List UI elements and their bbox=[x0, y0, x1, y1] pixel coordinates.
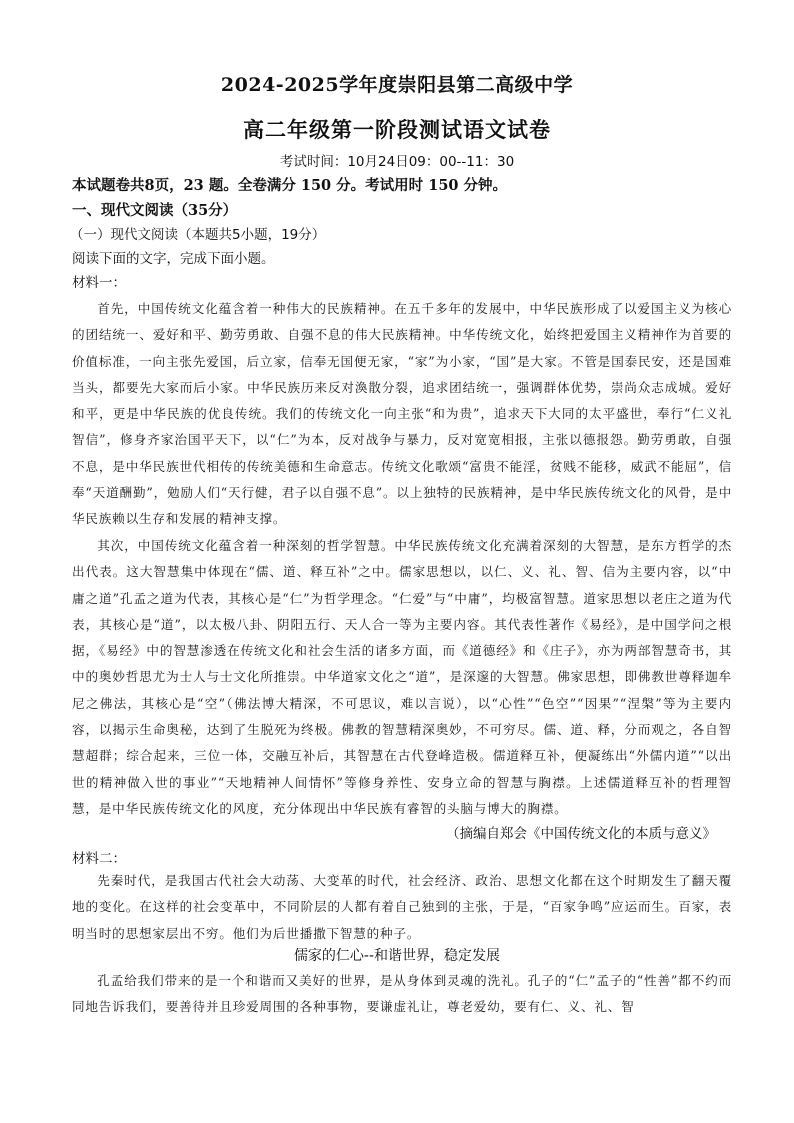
material-one-paragraph-2: 其次，中国传统文化蕴含着一种深刻的哲学智慧。中华民族传统文化充满着深刻的大智慧，是东方哲学的杰出代表。这大智慧集中体现在“儒、道、释互补”之中。儒家思想以，以仁、义、礼、智、信为主要内容，以“中庸之道”孔孟之道为代表，其核心是“仁”为哲学理念。“仁爱”与“中庸”，均极富智慧。道家思想以老庄之道为代表，其核心是“道”，以太极八卦、阴阳五行、天人合一等为主要内容。其代表性著作《易经》，是中国学问之根据，《易经》中的智慧渗透在传统文化和社会生活的诸多方面，而《道德经》和《庄子》，亦为两部智慧奇书，其中的奥妙哲思尤为士人与士文化所推崇。中华道家文化之“道”，是深邃的大智慧。佛家思想，即佛教世尊释迦牟尼之佛法，其核心是“空”（佛法博大精深，不可思议，难以言说），以“心性”“色空”“因果”“涅槃”等为主要内容，以揭示生命奥秘，达到了生脱死为终极。佛教的智慧精深奥妙，不可穷尽。儒、道、释，分而观之，各自智慧超群；综合起来，三位一体，交融互补后，其智慧在古代登峰造极。儒道释互补，便凝练出“外儒内道”“以出世的精神做入世的事业”“天地精神人间情怀”等修身养性、安身立命的智慧与胸襟。上述儒道释互补的哲理智慧，是中华民族传统文化的风度，充分体现出中华民族有睿智的头脑与博大的胸襟。 bbox=[72, 538, 732, 816]
exam-notice: 本试题卷共8页，23 题。全卷满分 150 分。考试用时 150 分钟。 bbox=[72, 177, 508, 194]
reading-instruction: 阅读下面的文字，完成下面小题。 bbox=[72, 251, 275, 267]
subsection-heading: （一）现代文阅读（本题共5小题，19分） bbox=[70, 227, 326, 243]
material-two-label: 材料二： bbox=[72, 851, 126, 867]
material-two-paragraph-2: 孔孟给我们带来的是一个和谐而又美好的世界，是从身体到灵魂的洗礼。孔子的“仁”孟子的“性善”都不约而同地告诉我们，要善待并且珍爱周围的各种事物，要谦虚礼让，尊老爱幼，要有仁、义、礼、智 bbox=[72, 973, 732, 1015]
section-heading: 一、现代文阅读（35分） bbox=[72, 202, 238, 219]
school-title: 2024-2025学年度崇阳县第二高级中学 bbox=[220, 74, 574, 96]
exam-time: 考试时间：10月24日09：00--11：30 bbox=[279, 154, 515, 170]
material-one-paragraph-1: 首先，中国传统文化蕴含着一种伟大的民族精神。在五千多年的发展中，中华民族形成了以爱国主义为核心的团结统一、爱好和平、勤劳勇敢、自强不息的伟大民族精神。中华传统文化，始终把爱国主义精神作为首要的价值标准，一向主张先爱国，后立家，信奉无国便无家，“家”为小家，“国”是大家。不管是国泰民安，还是国难当头，都要先大家而后小家。中华民族历来反对渙散分裂，追求团结统一，强调群体优势，崇尚众志成城。爱好和平，更是中华民族的优良传统。我们的传统文化一向主张“和为贵”，追求天下大同的太平盛世，奉行“仁义礼智信”，修身齐家治国平天下，以“仁”为本，反对战争与暴力，反对宽宽相报，主张以德报怨。勤劳勇敢，自强不息，是中华民族世代相传的传统美德和生命意志。传统文化歌颂“富贵不能淫，贫贱不能移，威武不能屈”，信奉“天道酬勤”，勉励人们“天行健，君子以自强不息”。以上独特的民族精神，是中华民族传统文化的风骨，是中华民族赖以生存和发展的精神支撑。 bbox=[72, 301, 732, 527]
exam-title: 高二年级第一阶段测试语文试卷 bbox=[243, 117, 551, 142]
material-two-paragraph-1: 先秦时代，是我国古代社会大动荡、大变革的时代，社会经济、政治、思想文化都在这个时期发生了翻天覆地的变化。在这样的社会变革中，不同阶层的人都有着自己独到的主张，于是，“百家争鸣”应运而生。百家，表明当时的思想家层出不穷。他们为后世播撒下智慧的种子。 bbox=[72, 873, 732, 941]
source-citation: （摘编自郑会《中国传统文化的本质与意义》 bbox=[446, 826, 716, 842]
material-two-subheading: 儒家的仁心--和谐世界，稳定发展 bbox=[293, 948, 501, 964]
material-one-label: 材料一： bbox=[72, 275, 126, 291]
